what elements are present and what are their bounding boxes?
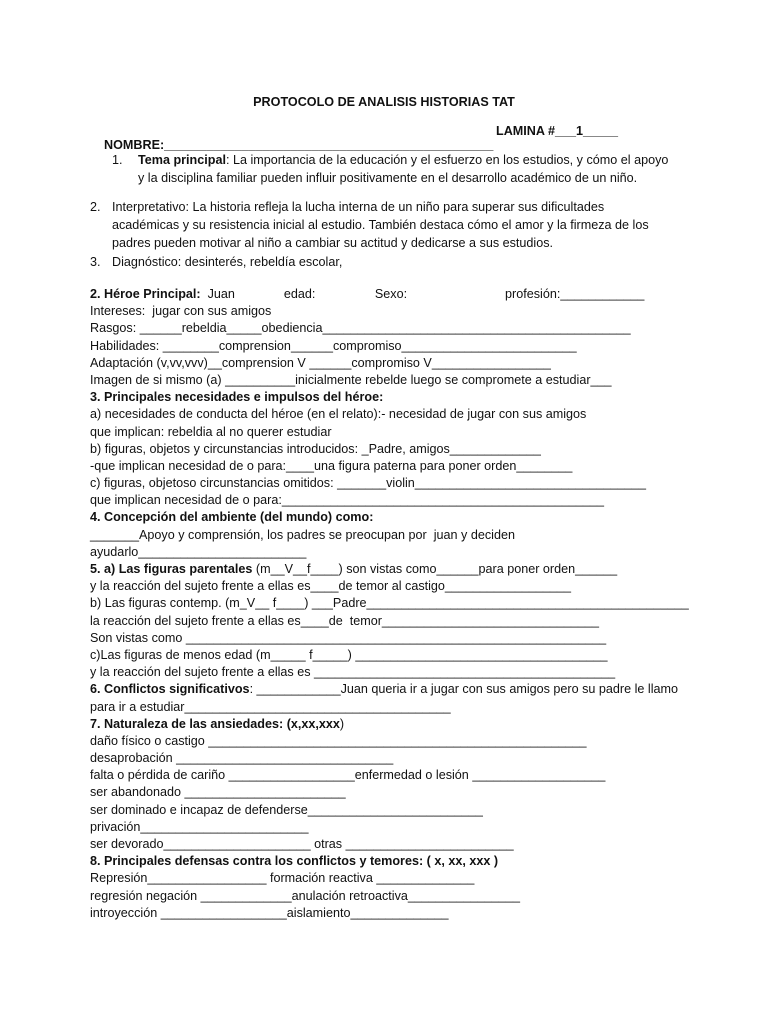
form-line [90, 492, 690, 509]
form-line [90, 681, 690, 698]
section-heading: 6. Conflictos significativos [90, 682, 250, 697]
line-text: ser dominado e incapaz de defenderse_________________________ [90, 802, 483, 817]
item-bold-label: Tema principal [138, 153, 226, 167]
form-line [90, 389, 690, 406]
line-text: Juan edad: Sexo: profesión:____________ [200, 287, 645, 301]
form-line [90, 647, 690, 664]
line-text: Represión_________________ formación reactiva ______________ [90, 871, 475, 886]
form-line [90, 699, 690, 716]
line-text: regresión negación _____________anulación retroactiva________________ [90, 888, 520, 903]
section-heading: 2. Héroe Principal: [90, 287, 201, 301]
form-line [90, 561, 690, 578]
line-text: que implican necesidad de o para:______________________________________________ [90, 493, 605, 508]
line-text: Intereses: jugar con sus amigos [90, 304, 272, 319]
line-text: desaprobación _______________________________ [90, 751, 394, 766]
section-heading: 8. Principales defensas contra los conflictos y temores: ( x, xx, xxx ) [90, 854, 499, 869]
form-line [90, 630, 690, 647]
item-text: Interpretativo: La historia refleja la lucha interna de un niño para superar sus dificultades académicas y su resistencia inicial al estudio. También destaca cómo el amor y la firmeza de los padres pueden motivar al niño a cambiar su actitud y dedicarse a sus estudios. [112, 200, 649, 250]
line-text: b) Las figuras contemp. (m_V__ f____) ___Padre______________________________________________ [90, 596, 689, 611]
item-body: : La importancia de la educación y el esfuerzo en los estudios, y cómo el apoyo y la disciplina familiar pueden influir positivamente en el desarrollo académico de un niño. [138, 153, 669, 185]
form-line [90, 406, 690, 423]
document-title: PROTOCOLO DE ANALISIS HISTORIAS TAT [253, 95, 515, 109]
line-text: daño físico o castigo ______________________________________________________ [90, 733, 587, 748]
line-text: y la reacción del sujeto frente a ellas es____de temor al castigo__________________ [90, 579, 572, 594]
nombre-field: NOMBRE:_______________________________________________ [104, 138, 494, 152]
form-line [90, 905, 690, 922]
form-line [90, 509, 690, 526]
form-line [90, 475, 690, 492]
line-text: b) figuras, objetos y circunstancias introducidos: _Padre, amigos_____________ [90, 441, 541, 456]
form-line [90, 888, 690, 905]
item-text [138, 151, 673, 187]
line-text: introyección __________________aislamiento______________ [90, 905, 449, 920]
form-lines [90, 286, 690, 922]
item-number: 2. [90, 200, 101, 214]
line-text: (m__V__f____) son vistas como______para poner orden______ [252, 562, 618, 576]
line-text: ) [339, 716, 345, 731]
line-text: Imagen de si mismo (a) __________inicialmente rebelde luego se compromete a estudiar___ [90, 372, 612, 387]
line-text: _______Apoyo y comprensión, los padres se preocupan por juan y deciden [90, 527, 515, 542]
form-line [90, 716, 690, 733]
line-text: para ir a estudiar______________________________________ [90, 699, 451, 714]
item-text: Diagnóstico: desinterés, rebeldía escolar, [112, 255, 343, 269]
section-heading: 4. Concepción del ambiente (del mundo) como: [90, 510, 374, 525]
form-line [90, 853, 690, 870]
line-text: privación________________________ [90, 819, 309, 834]
form-line [90, 664, 690, 681]
line-text: falta o pérdida de cariño __________________enfermedad o lesión ___________________ [90, 768, 606, 783]
line-text: Rasgos: ______rebeldia_____obediencia____________________________________________ [90, 321, 631, 336]
line-text: que implican: rebeldia al no querer estudiar [90, 424, 332, 439]
line-text: ser devorado_____________________ otras ________________________ [90, 837, 514, 851]
form-line [90, 733, 690, 750]
form-line [90, 441, 690, 458]
line-text: c) figuras, objetoso circunstancias omitidos: _______violin_________________________________ [90, 476, 646, 491]
form-line [90, 750, 690, 767]
form-line [90, 338, 690, 355]
form-line [90, 802, 690, 819]
line-text: a) necesidades de conducta del héroe (en el relato):- necesidad de jugar con sus amigos [90, 407, 587, 422]
line-text: -que implican necesidad de o para:____una figura paterna para poner orden________ [90, 458, 573, 473]
section-heading: 3. Principales necesidades e impulsos del héroe: [90, 390, 384, 405]
line-text: y la reacción del sujeto frente a ellas es ___________________________________________ [90, 665, 616, 680]
form-line [90, 527, 690, 544]
form-line [90, 355, 690, 372]
item-number: 1. [112, 153, 123, 167]
form-line [90, 784, 690, 801]
form-line [90, 458, 690, 475]
line-text: ayudarlo________________________ [90, 544, 307, 559]
form-line [90, 303, 690, 320]
line-text: la reacción del sujeto frente a ellas es____de temor_______________________________ [90, 613, 600, 628]
form-line [90, 836, 690, 853]
form-line [90, 870, 690, 887]
form-line [90, 320, 690, 337]
line-text: ser abandonado _______________________ [90, 785, 346, 800]
item-number: 3. [90, 255, 101, 269]
form-line [90, 372, 690, 389]
line-text: c)Las figuras de menos edad (m_____ f_____) ____________________________________ [90, 647, 608, 662]
form-line [90, 819, 690, 836]
line-text: Son vistas como ____________________________________________________________ [90, 630, 607, 645]
form-line [90, 595, 690, 612]
form-line [90, 424, 690, 441]
form-line [90, 286, 690, 303]
line-text: : ____________Juan queria ir a jugar con sus amigos pero su padre le llamo [249, 682, 679, 697]
form-line [90, 578, 690, 595]
section-heading: 5. a) Las figuras parentales [90, 562, 253, 576]
form-line [90, 613, 690, 630]
lamina-field: LAMINA #___1_____ [496, 124, 619, 138]
line-text: Adaptación (v,vv,vvv)__comprension V ______compromiso V_________________ [90, 355, 551, 370]
form-line [90, 544, 690, 561]
section-heading: 7. Naturaleza de las ansiedades: (x,xx,xxx [90, 716, 340, 731]
form-line [90, 767, 690, 784]
line-text: Habilidades: ________comprension______compromiso_________________________ [90, 338, 577, 353]
